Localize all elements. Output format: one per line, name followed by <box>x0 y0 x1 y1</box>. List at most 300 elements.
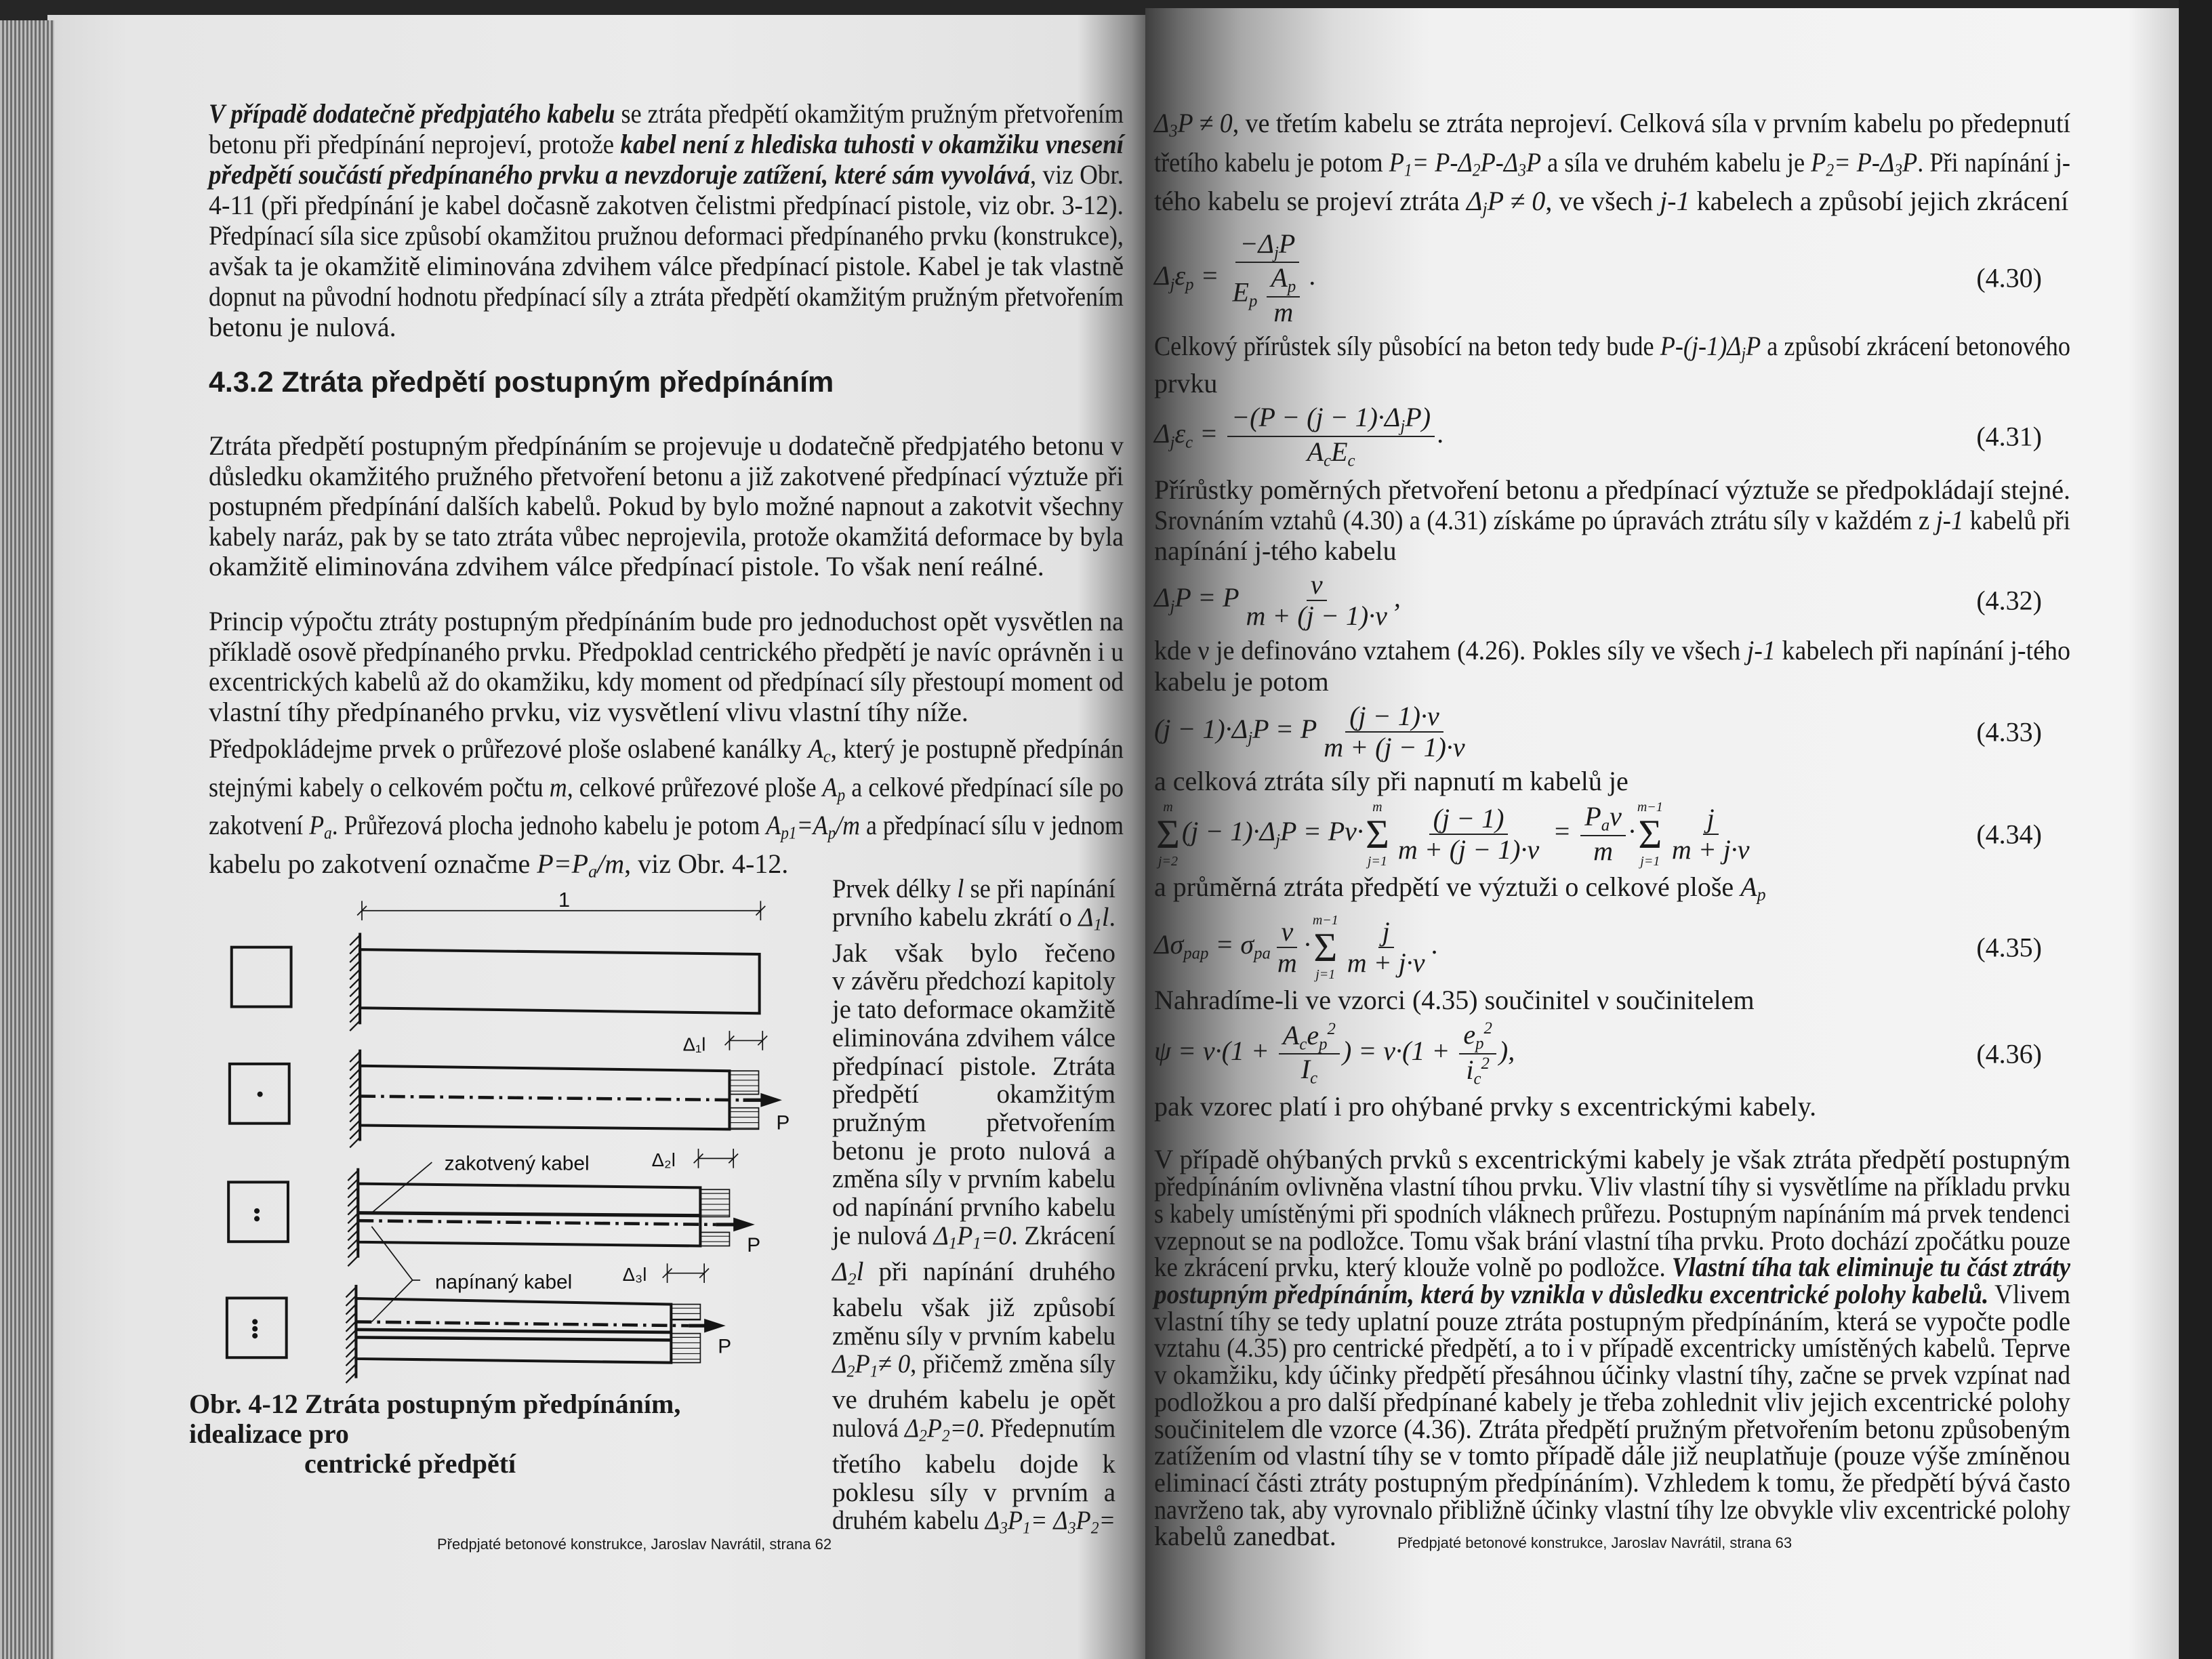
text-line-content <box>832 1294 1115 1322</box>
formula-text: , <box>1393 582 1401 613</box>
text-line <box>1154 872 2070 910</box>
support-hatch <box>350 935 360 945</box>
text-run: P <box>926 1413 942 1443</box>
formula-text: · <box>1303 929 1311 960</box>
text-line-content <box>209 98 1124 129</box>
equation-number: (4.30) <box>1976 262 2042 293</box>
formula-text: P <box>1278 228 1296 259</box>
summation-part: j=1 <box>1640 853 1660 869</box>
text-run: nulová <box>832 1413 905 1443</box>
text-run: je nulová <box>832 1221 934 1250</box>
text-line-content <box>209 733 1124 772</box>
text-run: kde ν je definováno vztahem (4.26). Pokles síly ve všech <box>1154 634 1747 665</box>
text-run: 4-11 (při předpínání je kabel dočasně zakotven čelistmi předpínací pistole, viz obr. 3-12). <box>209 190 1124 220</box>
text-run: P <box>309 810 325 840</box>
text-run: betonu při předpínání neprojeví, protože <box>209 129 621 159</box>
equation-4-35 <box>1154 909 2042 985</box>
text-run: příkladě osově předpínaného prvku. Předpoklad centrického předpětí je navíc oprávněn i u <box>209 636 1124 667</box>
text-run: navrženo tak, aby vyrovnalo přibližně účinky vlastní tíhy lze obvykle vliv excentrické polohy <box>1154 1494 2070 1525</box>
formula-fraction <box>1394 804 1543 865</box>
text-run: Δ <box>832 1256 848 1286</box>
text-line-content <box>1154 369 1217 398</box>
text-run: předpětí okamžitým <box>832 1080 1115 1109</box>
text-run: a průměrná ztráta předpětí ve výztuži o celkové ploše <box>1154 871 1741 902</box>
formula-subscript: pap <box>1183 944 1209 963</box>
text-line <box>1154 1413 2070 1444</box>
force-label-2: P <box>747 1234 761 1257</box>
support-hatch <box>350 978 360 988</box>
text-run: druhém kabelu <box>832 1506 985 1536</box>
fraction-numerator <box>1459 1019 1496 1054</box>
arrow-head-icon <box>760 1093 782 1107</box>
formula-text: ν <box>1610 801 1622 832</box>
text-line-content <box>209 491 1124 522</box>
text-run: a celkové předpínací síle po <box>845 771 1124 802</box>
text-line-content <box>1154 1146 2070 1173</box>
text-line-content <box>209 220 1124 251</box>
text-line-content <box>1154 535 1397 566</box>
text-line <box>832 1322 1115 1351</box>
text-run: Δ <box>933 1221 949 1250</box>
text-run: =0 <box>949 1413 979 1443</box>
text-line <box>1154 1254 2070 1281</box>
support-hatch <box>350 969 360 979</box>
equation-number: (4.34) <box>1976 819 2042 850</box>
equation-4-34 <box>1154 796 2042 872</box>
tendon-dot-icon <box>254 1216 260 1221</box>
text-run: , ve třetím kabelu se ztráta neprojeví. Celková síla v prvním kabelu po předepnutí <box>1232 108 2070 138</box>
support-hatch <box>350 1129 360 1139</box>
tendon-dot-icon <box>252 1326 258 1332</box>
text-run: a způsobí zkrácení betonového <box>1761 330 2070 361</box>
text-run: , viz Obr. 4-12. <box>624 848 789 879</box>
cross-section <box>232 947 291 1007</box>
text-run: m <box>549 771 567 802</box>
support-hatch <box>348 1239 358 1249</box>
formula-text: ν <box>1281 916 1294 947</box>
figure-caption <box>189 1389 792 1479</box>
text-run: Δ <box>985 1506 1000 1536</box>
text-run: ve druhém kabelu je opět <box>832 1385 1115 1415</box>
equation-number: (4.31) <box>1976 421 2042 452</box>
fraction-denominator <box>1273 948 1301 978</box>
formula <box>1154 229 1316 327</box>
formula-subscript: j <box>1400 417 1406 436</box>
text-line-content <box>209 431 1124 462</box>
text-line-content <box>832 1024 1115 1052</box>
text-line <box>209 491 1124 522</box>
text-run: s kabely umístěnými při spodních vláknech průřezu. Postupným napínáním má prvek tendenci <box>1154 1197 2070 1229</box>
anchored-cable-label: zakotvený kabel <box>444 1152 590 1175</box>
text-line <box>832 1052 1115 1081</box>
text-run: prvku <box>1154 368 1218 399</box>
text-run: 2 <box>1826 160 1835 180</box>
delta-1-label: Δ₁l <box>682 1033 706 1055</box>
formula-fraction <box>1319 701 1469 762</box>
text-run: A <box>822 771 838 802</box>
support-hatch <box>348 1222 358 1232</box>
text-line-content <box>209 697 968 728</box>
text-run: 1 <box>1023 1518 1031 1538</box>
text-line <box>1154 635 2070 666</box>
text-run: . <box>1109 902 1115 932</box>
text-run: důsledku okamžitého pružného přetvoření betonu a již zakotvené předpínací výztuže při <box>209 460 1124 491</box>
text-line-content <box>209 522 1124 552</box>
text-run: předpínáním ovlivněna vlastní tíhou prvku. Vliv vlastní tíhy si vysvětlíme na příkladu prvku <box>1154 1171 2070 1202</box>
text-run: ≠ 0 <box>878 1349 911 1379</box>
equation-number: (4.32) <box>1976 585 2042 616</box>
fraction-denominator <box>1394 835 1543 865</box>
leader-line <box>371 1227 412 1280</box>
paragraph-total-increment <box>1154 331 2070 399</box>
formula-subscript: c <box>1347 451 1355 470</box>
text-run: dopnut na původní hodnotu předpínací síly a ztráta předpětí okamžitým pružným přetvořením <box>209 281 1124 312</box>
tendon-dot-icon <box>252 1319 258 1324</box>
text-run: a síla ve druhém kabelu je <box>1541 146 1811 178</box>
text-line-content <box>832 1322 1115 1351</box>
text-run: A <box>1740 871 1757 902</box>
text-run: 1 <box>948 1233 958 1253</box>
text-line <box>1154 1305 2070 1336</box>
paragraph-force-drop <box>1154 635 2070 697</box>
formula-subscript: j <box>1170 433 1175 452</box>
delta-2-label: Δ₂l <box>651 1149 676 1170</box>
text-line-content <box>209 810 1124 848</box>
text-line <box>209 129 1124 159</box>
section-heading: 4.3.2 Ztráta předpětí postupným předpínáním <box>209 366 834 398</box>
force-label-1: P <box>776 1111 790 1134</box>
text-run: p <box>837 785 846 804</box>
text-run: zakotvení <box>209 810 310 840</box>
text-line <box>1154 1361 2070 1389</box>
formula-text: −(P − (j − 1)·Δ <box>1231 402 1401 433</box>
formula-text: = <box>1546 816 1578 846</box>
formula-text: E <box>1331 436 1348 468</box>
formula-fraction <box>1229 229 1307 327</box>
text-line <box>1154 1386 2070 1417</box>
text-run: p <box>1757 884 1766 905</box>
text-run: se ztráta předpětí okamžitým pružným přetvořením <box>615 98 1124 129</box>
text-line <box>209 697 1124 728</box>
text-run: p1 <box>781 823 797 843</box>
text-run: j <box>1482 199 1488 219</box>
text-run: 1 <box>1404 160 1412 180</box>
support-hatch <box>346 1355 356 1366</box>
support-hatch <box>348 1170 358 1181</box>
text-run: P <box>1746 330 1761 361</box>
text-line <box>832 1165 1115 1193</box>
text-run: okamžitě eliminována zdvihem válce předpínací pistole. To však není reálné. <box>209 551 1044 581</box>
formula-text: e <box>1307 1019 1319 1050</box>
formula-text: P <box>1584 801 1601 832</box>
formula-subscript: p <box>1319 1035 1328 1054</box>
text-run: . Předepnutím <box>978 1413 1115 1443</box>
summation-part: m <box>1163 799 1173 815</box>
summation-part: Σ <box>1156 811 1180 857</box>
text-line <box>832 1350 1115 1386</box>
text-line <box>832 1386 1115 1414</box>
fraction-numerator <box>1267 263 1300 298</box>
support-hatch <box>348 1179 358 1189</box>
text-run: j-1 <box>1746 634 1776 665</box>
text-run: postupném předpínání dalších kabelů. Pokud by bylo možné napnout a zakotvit všechny <box>209 491 1124 521</box>
text-line <box>209 810 1124 848</box>
text-line <box>832 1080 1115 1109</box>
text-run: V případě dodatečně předpjatého kabelu <box>209 98 615 129</box>
text-run: = Δ <box>1030 1506 1068 1536</box>
stress-block <box>729 1108 758 1130</box>
text-line-content <box>1154 985 1755 1015</box>
text-line <box>1154 1173 2070 1200</box>
formula-text: (j − 1)·Δ <box>1154 714 1248 744</box>
text-line-content <box>832 996 1115 1024</box>
support-hatch <box>348 1231 358 1241</box>
support-hatch <box>346 1364 356 1374</box>
formula-text: (j − 1) <box>1433 802 1504 834</box>
text-line <box>832 1109 1115 1137</box>
text-line-content <box>1154 635 2070 666</box>
text-run: P ≠ 0 <box>1487 186 1546 216</box>
text-run: změnu síly v prvním kabelu <box>832 1321 1115 1351</box>
formula-subscript: j <box>1170 274 1175 293</box>
fraction-denominator <box>1297 1054 1322 1088</box>
text-line <box>832 1479 1115 1507</box>
text-run: P-(j-1)Δ <box>1660 330 1742 361</box>
text-line-content <box>1154 666 1329 697</box>
support-hatch <box>346 1305 356 1315</box>
formula-text: m <box>1277 947 1297 979</box>
text-run: podložkou a pro další předpínané kabely je třeba zohlednit vliv jejich excentrické polohy <box>1154 1386 2070 1417</box>
formula-text: Δσ <box>1154 929 1184 960</box>
text-line <box>209 251 1124 281</box>
text-run: Δ <box>1466 186 1483 216</box>
formula-text: m + (j − 1)·ν <box>1246 600 1387 631</box>
formula-summation <box>1366 800 1389 868</box>
paragraph-spacer <box>1154 1122 2070 1146</box>
equation-number: (4.33) <box>1976 716 2042 747</box>
text-run: l <box>957 874 964 903</box>
text-run: v okamžiku, kdy účinky předpětí přesáhnou účinky vlastní tíhy, začne se prvek vzpínat nad <box>1154 1359 2070 1391</box>
text-line <box>209 98 1124 129</box>
text-line-content <box>832 1350 1115 1386</box>
text-line-content <box>1154 1469 2070 1496</box>
text-line <box>832 1294 1115 1322</box>
text-line <box>1154 985 2070 1015</box>
text-line-content <box>832 1386 1115 1414</box>
support-hatch <box>346 1373 356 1383</box>
fraction-numerator <box>1279 1020 1340 1055</box>
text-line-content <box>209 251 1124 281</box>
fraction-denominator <box>1319 733 1469 762</box>
summation-part: j=2 <box>1158 853 1178 869</box>
formula-fraction <box>1242 570 1391 631</box>
text-line <box>832 903 1115 939</box>
text-line <box>209 522 1124 552</box>
support-hatch <box>350 995 360 1005</box>
arrow-head-icon <box>733 1218 755 1232</box>
text-run: = P-Δ <box>1834 146 1895 178</box>
equation-number: (4.35) <box>1976 932 2042 963</box>
fraction-numerator <box>1429 804 1509 835</box>
text-line <box>1154 1469 2070 1496</box>
equation-4-30 <box>1154 225 2042 331</box>
formula <box>1154 570 1401 631</box>
support-hatch <box>350 1004 360 1014</box>
formula-text: P) <box>1405 402 1431 433</box>
text-run: Přírůstky poměrných přetvoření betonu a předpínací výztuže se předpokládají stejné. <box>1154 474 2070 505</box>
text-line <box>1154 766 2070 796</box>
text-run: tého kabelu se projeví ztráta <box>1154 186 1467 216</box>
formula-superscript: 2 <box>1481 1054 1490 1073</box>
text-line-content <box>1154 1523 1336 1550</box>
anchored-cable <box>356 1330 671 1332</box>
text-run: se při napínání <box>964 874 1115 903</box>
summation-part: Σ <box>1365 811 1389 857</box>
leader-line <box>371 1280 412 1322</box>
support-hatch <box>346 1347 356 1357</box>
formula-subscript: p <box>1248 292 1258 311</box>
text-line-content <box>832 1479 1115 1507</box>
text-run: j <box>1741 344 1746 364</box>
text-line-content <box>832 1193 1115 1222</box>
text-run: =A <box>796 810 828 840</box>
fraction-numerator <box>1345 701 1443 733</box>
text-run: stejnými kabely o celkovém počtu <box>209 771 550 802</box>
fraction-numerator <box>1307 570 1327 601</box>
formula-text: j <box>1382 916 1390 947</box>
formula-text: = <box>1193 260 1226 291</box>
text-run: 1 <box>1093 915 1102 935</box>
text-run: a <box>588 861 598 881</box>
equation-4-33 <box>1154 697 2042 766</box>
right-page-content <box>1154 108 2070 1550</box>
text-line <box>832 1450 1115 1479</box>
leader-line <box>371 1162 432 1213</box>
text-line <box>209 159 1124 190</box>
formula-text: m <box>1273 296 1294 327</box>
support-hatch <box>346 1330 356 1340</box>
equation-4-31 <box>1154 398 2042 474</box>
support-hatch <box>346 1287 356 1297</box>
text-line-content <box>832 1052 1115 1081</box>
text-line-content <box>1154 872 1766 910</box>
paragraph-total-loss <box>1154 766 2070 796</box>
formula-fraction <box>1580 802 1626 866</box>
text-line-content <box>1154 1254 2070 1281</box>
paragraph-replace-coefficient <box>1154 985 2070 1015</box>
formula-subscript: pa <box>1254 944 1271 963</box>
text-line-content <box>209 607 1124 637</box>
text-line <box>1154 1496 2070 1523</box>
formula-summation <box>1637 800 1663 868</box>
formula-text: E <box>1232 276 1249 308</box>
text-run: změna síly v prvním kabelu <box>832 1164 1115 1194</box>
text-run: předpětí součástí předpínaného prvku a nevzdoruje zatížení, které sám vyvolává <box>209 159 1030 190</box>
text-run: l <box>856 1256 864 1286</box>
text-run: Δ <box>905 1413 920 1443</box>
text-line <box>1154 1442 2070 1469</box>
text-run: = P-Δ <box>1412 146 1473 178</box>
text-run: ke zkrácení prvku, který klouže volně po podložce. <box>1154 1252 1672 1283</box>
support-hatch <box>350 987 360 997</box>
paragraph-self-weight <box>1154 1146 2070 1550</box>
fraction-denominator <box>1303 437 1359 470</box>
text-run: při napínání druhého <box>863 1256 1115 1286</box>
formula-subscript: c <box>1299 1035 1307 1054</box>
text-line <box>209 637 1124 668</box>
text-run: pružným přetvořením <box>832 1107 1115 1137</box>
support-hatch <box>350 1086 360 1097</box>
formula-text: ), <box>1498 1036 1515 1067</box>
text-line-content <box>1154 1197 2070 1229</box>
formula-subscript: c <box>1310 1069 1318 1088</box>
text-run: j-1 <box>1936 504 1964 535</box>
cable-axis <box>356 1322 689 1326</box>
text-run: c <box>823 746 831 766</box>
formula-text: e <box>1463 1019 1476 1050</box>
formula-summation <box>1313 914 1338 981</box>
support-hatch <box>350 1111 360 1122</box>
text-run: Nahradíme-li ve vzorci (4.35) součinitel ν součinitelem <box>1154 985 1755 1016</box>
fraction-numerator <box>1378 917 1394 948</box>
text-line <box>209 607 1124 637</box>
equation-4-32 <box>1154 566 2042 635</box>
text-run: 2 <box>846 1361 855 1381</box>
support-hatch <box>350 944 360 954</box>
text-run: excentrických kabelů až do okamžiku, kdy moment od předpínací síly přestoupí moment od <box>209 666 1124 697</box>
text-line-content <box>832 1165 1115 1193</box>
formula-text: ε <box>1174 260 1186 291</box>
fraction-denominator <box>1589 836 1617 866</box>
formula-text: P = P <box>1174 582 1240 613</box>
fraction-numerator <box>1227 403 1435 437</box>
summation-part: m−1 <box>1312 913 1338 928</box>
text-line <box>832 875 1115 903</box>
page-footer-left: Předpjaté betonové konstrukce, Jaroslav Navrátil, strana 62 <box>437 1536 832 1553</box>
text-line-content <box>209 772 1124 811</box>
text-run: P <box>1525 146 1542 178</box>
support-hatch <box>350 961 360 971</box>
text-line-content <box>832 1080 1115 1109</box>
text-run: kabelu je potom <box>1154 665 1329 697</box>
text-line <box>1154 1092 2070 1122</box>
anchored-cable <box>356 1337 671 1340</box>
text-line-content <box>1154 1386 2070 1417</box>
text-line-content <box>209 552 1044 582</box>
side-column-text <box>832 875 1115 1542</box>
formula-text: m + j·ν <box>1671 834 1750 865</box>
text-line <box>1154 1146 2070 1173</box>
text-line <box>209 733 1124 772</box>
text-run: P-Δ <box>1480 146 1519 178</box>
text-line-content <box>1154 505 2070 535</box>
text-run: P <box>855 1349 870 1379</box>
support-hatch <box>350 1120 360 1130</box>
text-line-content <box>1154 1092 1816 1122</box>
anchored-cable <box>358 1213 700 1216</box>
support-hatch <box>350 1069 360 1079</box>
text-line-content <box>209 159 1124 190</box>
text-line <box>832 1507 1115 1542</box>
text-run: =0 <box>981 1221 1012 1250</box>
text-run: Předpínací síla sice způsobí okamžitou pružnou deformaci předpínaného prvku (konstrukce), <box>209 220 1124 251</box>
text-run: zatížením od vlastní tíhy se v tomto případě dále již neuplatňuje (pouze výše zmíněnou <box>1154 1440 2070 1471</box>
text-run: Předpokládejme prvek o průřezové ploše oslabené kanálky <box>209 733 808 764</box>
text-run: Vlivem <box>1988 1278 2070 1309</box>
text-run: P=P <box>537 848 589 879</box>
text-run: 2 <box>941 1426 950 1446</box>
text-run: avšak ta je okamžitě eliminována zdvihem válce předpínací pistole. Kabel je tak vlastně <box>209 251 1124 281</box>
